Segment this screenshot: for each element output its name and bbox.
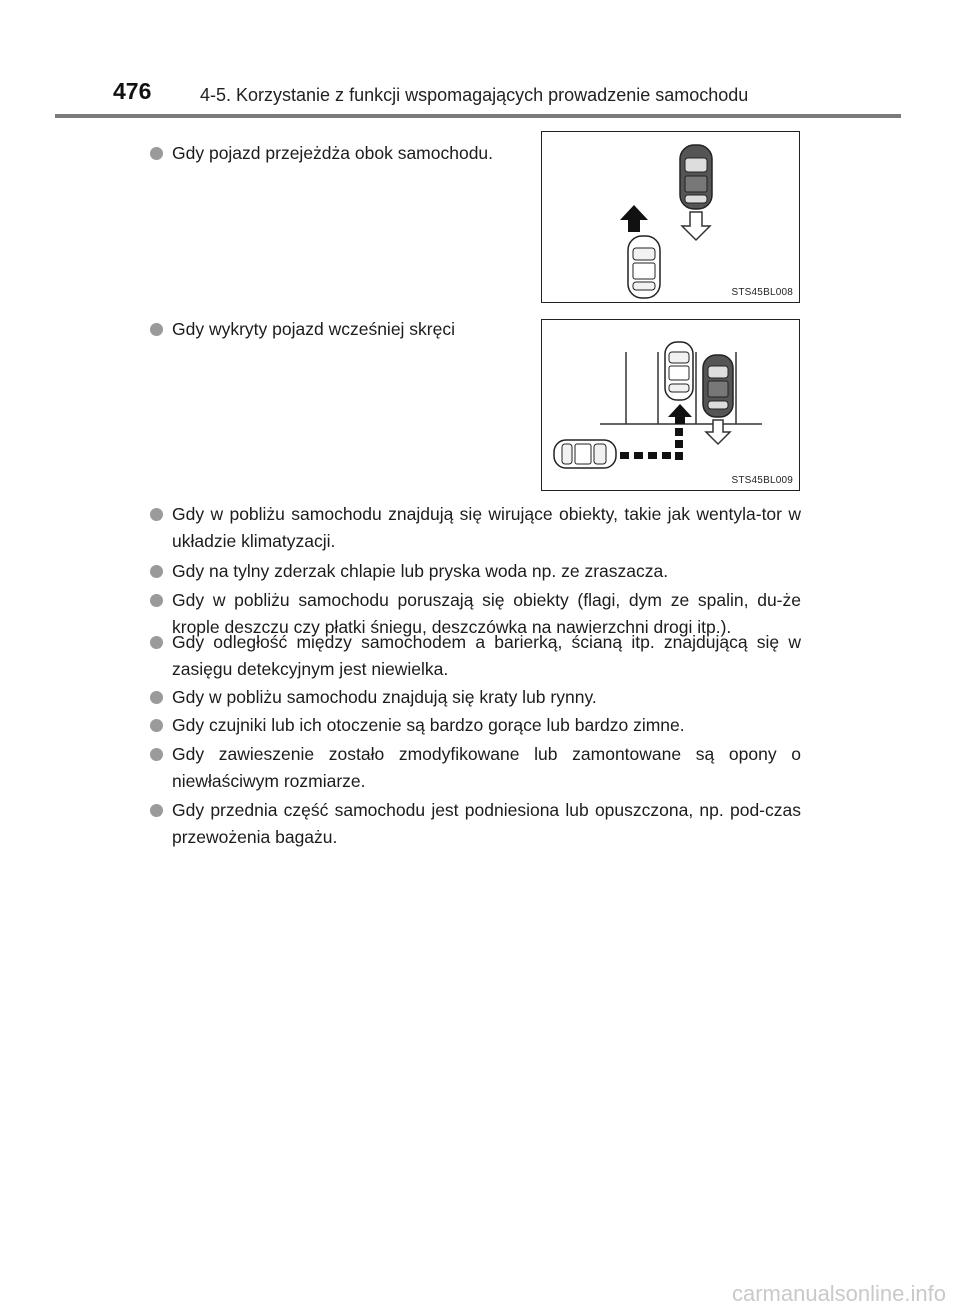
list-item: Gdy pojazd przejeżdża obok samochodu. <box>150 140 530 167</box>
list-item: Gdy w pobliżu samochodu poruszają się obiekty (flagi, dym ze spalin, du-że krople deszczu czy płatki śniegu, deszczówka na nawierzchni drogi itp.). <box>150 587 801 641</box>
dashed-path <box>620 428 683 460</box>
figure-code: STS45BL009 <box>731 475 793 486</box>
dark-car-icon <box>703 355 733 417</box>
list-item: Gdy czujniki lub ich otoczenie są bardzo gorące lub bardzo zimne. <box>150 712 801 739</box>
page-number: 476 <box>113 78 152 104</box>
list-item: Gdy zawieszenie zostało zmodyfikowane lub zamontowane są opony o niewłaściwym rozmiarze. <box>150 741 801 795</box>
list-item: Gdy wykryty pojazd wcześniej skręci <box>150 316 530 343</box>
bullet-icon <box>150 804 163 817</box>
figure-code: STS45BL008 <box>731 287 793 298</box>
down-arrow-icon <box>682 212 710 240</box>
list-item: Gdy w pobliżu samochodu znajdują się kraty lub rynny. <box>150 684 801 711</box>
figure-turning-vehicle <box>541 319 800 491</box>
up-arrow-icon <box>668 404 692 424</box>
watermark: carmanualsonline.info <box>731 1281 946 1306</box>
figure-passing-vehicle <box>541 131 800 303</box>
bullet-icon <box>150 636 163 649</box>
bullet-icon <box>150 691 163 704</box>
turning-vehicle-illustration <box>542 320 798 489</box>
list-item: Gdy na tylny zderzak chlapie lub pryska woda np. ze zraszacza. <box>150 558 801 585</box>
list-item: Gdy odległość między samochodem a barierką, ścianą itp. znajdującą się w zasięgu detekcyjnym jest niewielka. <box>150 629 801 683</box>
light-car-icon <box>665 342 693 400</box>
passing-vehicle-illustration <box>542 132 798 301</box>
up-arrow-icon <box>620 205 648 232</box>
bullet-icon <box>150 508 163 521</box>
bullet-icon <box>150 594 163 607</box>
bullet-icon <box>150 565 163 578</box>
bullet-icon <box>150 323 163 336</box>
light-car-side-icon <box>554 440 616 468</box>
bullet-icon <box>150 719 163 732</box>
dark-car-icon <box>680 145 712 209</box>
list-item: Gdy w pobliżu samochodu znajdują się wirujące obiekty, takie jak wentyla-tor w układzie klimatyzacji. <box>150 501 801 555</box>
header-divider <box>55 114 901 118</box>
bullet-icon <box>150 748 163 761</box>
list-item: Gdy przednia część samochodu jest podniesiona lub opuszczona, np. pod-czas przewożenia bagażu. <box>150 797 801 851</box>
bullet-icon <box>150 147 163 160</box>
section-title: 4-5. Korzystanie z funkcji wspomagających prowadzenie samochodu <box>200 85 749 105</box>
light-car-icon <box>628 236 660 298</box>
page-header <box>0 0 960 118</box>
